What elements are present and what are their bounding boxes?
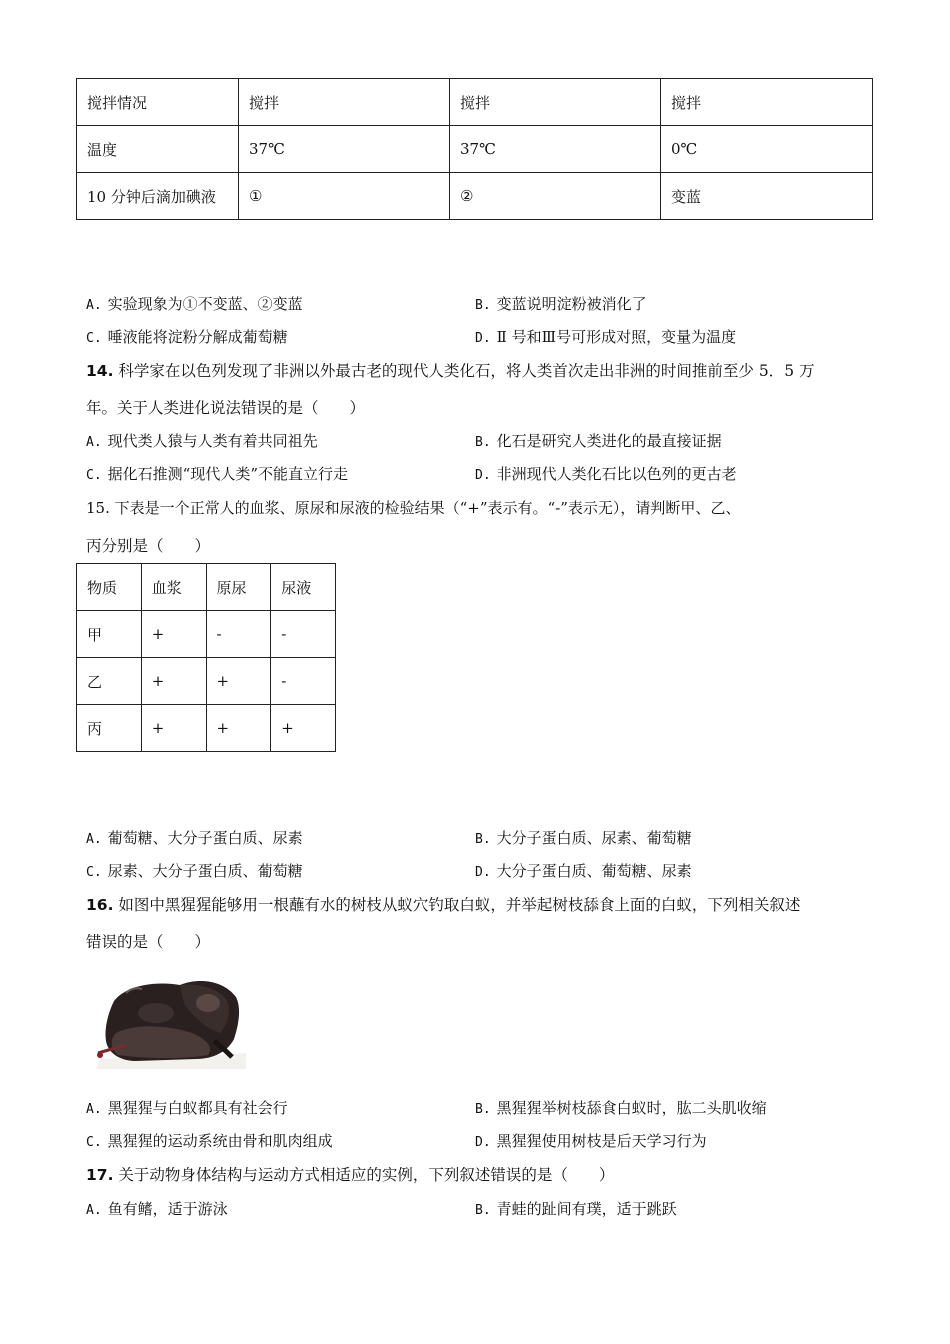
q16-stem xyxy=(86,893,800,915)
option-letter: C. xyxy=(86,331,102,346)
table-row xyxy=(77,611,336,658)
option-letter: B. xyxy=(475,298,491,313)
option-text: 现代类人猿与人类有着共同祖先 xyxy=(107,432,318,450)
option-letter: B. xyxy=(475,435,491,450)
table-row xyxy=(77,126,873,173)
option-text: 黑猩猩的运动系统由骨和肌肉组成 xyxy=(107,1132,333,1150)
q14-option-b xyxy=(475,430,722,451)
option-text: 黑猩猩举树枝舔食白蚁时，肱二头肌收缩 xyxy=(496,1099,767,1117)
option-letter: B. xyxy=(475,1102,491,1117)
table-cell: - xyxy=(271,611,336,658)
option-letter: A. xyxy=(86,1102,102,1117)
q16-option-b xyxy=(475,1097,767,1118)
q14-option-a xyxy=(86,430,318,451)
option-text: 非洲现代人类化石比以色列的更古老 xyxy=(496,465,737,483)
option-text: Ⅱ 号和Ⅲ号可形成对照，变量为温度 xyxy=(496,328,737,346)
option-letter: C. xyxy=(86,1135,102,1150)
q17-option-a xyxy=(86,1198,228,1219)
q15-stem: 15. 下表是一个正常人的血浆、原尿和尿液的检验结果（“+”表示有。“-”表示无），请判断甲、乙、 xyxy=(86,499,741,517)
option-text: 鱼有鳍，适于游泳 xyxy=(107,1200,228,1218)
table-row xyxy=(77,705,336,752)
table-cell: 搅拌情况 xyxy=(77,79,239,126)
q15-option-d xyxy=(475,860,692,881)
table-cell: 搅拌 xyxy=(450,79,661,126)
table-cell: 搅拌 xyxy=(239,79,450,126)
question-text: 科学家在以色列发现了非洲以外最古老的现代人类化石，将人类首次走出非洲的时间推前至少 5．5 万 xyxy=(113,362,815,380)
option-letter: A. xyxy=(86,298,102,313)
question-text: 关于动物身体结构与运动方式相适应的实例，下列叙述错误的是（ ） xyxy=(113,1166,615,1184)
table-cell: 温度 xyxy=(77,126,239,173)
question-number: 16. xyxy=(86,896,114,914)
table-cell: 物质 xyxy=(77,564,142,611)
table-cell: 变蓝 xyxy=(661,173,873,220)
q13-option-b xyxy=(475,293,647,314)
table-cell: 尿液 xyxy=(271,564,336,611)
table-cell: 乙 xyxy=(77,658,142,705)
option-text: 大分子蛋白质、葡萄糖、尿素 xyxy=(496,862,692,880)
experiment-table xyxy=(76,78,873,220)
q14-option-c xyxy=(86,463,348,484)
option-letter: A. xyxy=(86,832,102,847)
option-letter: A. xyxy=(86,1203,102,1218)
chimpanzee-image xyxy=(96,973,246,1069)
table-cell: - xyxy=(271,658,336,705)
option-letter: C. xyxy=(86,865,102,880)
table-cell: + xyxy=(206,658,271,705)
question-number: 17. xyxy=(86,1166,114,1184)
option-letter: C. xyxy=(86,468,102,483)
option-text: 化石是研究人类进化的最直接证据 xyxy=(496,432,722,450)
option-text: 黑猩猩与白蚁都具有社会行 xyxy=(107,1099,288,1117)
option-letter: B. xyxy=(475,1203,491,1218)
table-cell: 甲 xyxy=(77,611,142,658)
q15-option-b xyxy=(475,827,692,848)
q13-option-c xyxy=(86,326,288,347)
table-cell: + xyxy=(206,705,271,752)
option-text: 唾液能将淀粉分解成葡萄糖 xyxy=(107,328,288,346)
table-cell: 丙 xyxy=(77,705,142,752)
table-cell: 血浆 xyxy=(141,564,206,611)
table-cell: ① xyxy=(239,173,450,220)
question-text: 如图中黑猩猩能够用一根蘸有水的树枝从蚁穴钓取白蚁，并举起树枝舔食上面的白蚁，下列相关叙述 xyxy=(113,896,801,914)
q14-stem xyxy=(86,359,814,381)
question-number: 14. xyxy=(86,362,114,380)
q15-option-a xyxy=(86,827,303,848)
q16-stem-continued: 错误的是（ ） xyxy=(86,933,211,951)
q14-option-d xyxy=(475,463,737,484)
q16-option-d xyxy=(475,1130,707,1151)
table-cell: 原尿 xyxy=(206,564,271,611)
q15-option-c xyxy=(86,860,303,881)
table-cell: + xyxy=(141,658,206,705)
q16-option-a xyxy=(86,1097,288,1118)
q17-option-b xyxy=(475,1198,677,1219)
table-cell: ② xyxy=(450,173,661,220)
q16-option-c xyxy=(86,1130,333,1151)
q17-stem xyxy=(86,1163,614,1185)
table-cell: 10 分钟后滴加碘液 xyxy=(77,173,239,220)
table-row xyxy=(77,173,873,220)
option-text: 大分子蛋白质、尿素、葡萄糖 xyxy=(496,829,692,847)
table-cell: 37℃ xyxy=(239,126,450,173)
option-text: 尿素、大分子蛋白质、葡萄糖 xyxy=(107,862,303,880)
table-cell: 37℃ xyxy=(450,126,661,173)
q14-stem-continued: 年。关于人类进化说法错误的是（ ） xyxy=(86,399,366,417)
option-letter: D. xyxy=(475,1135,491,1150)
table-cell: 搅拌 xyxy=(661,79,873,126)
option-letter: B. xyxy=(475,832,491,847)
table-cell: - xyxy=(206,611,271,658)
urine-test-table xyxy=(76,563,336,752)
table-cell: 0℃ xyxy=(661,126,873,173)
option-letter: D. xyxy=(475,331,491,346)
table-row xyxy=(77,564,336,611)
option-text: 据化石推测“现代人类”不能直立行走 xyxy=(107,465,348,483)
table-row xyxy=(77,658,336,705)
option-text: 葡萄糖、大分子蛋白质、尿素 xyxy=(107,829,303,847)
q15-stem-continued: 丙分别是（ ） xyxy=(86,537,211,555)
option-letter: D. xyxy=(475,865,491,880)
table-row xyxy=(77,79,873,126)
option-text: 实验现象为①不变蓝、②变蓝 xyxy=(107,295,303,313)
option-letter: A. xyxy=(86,435,102,450)
table-cell: + xyxy=(141,611,206,658)
q13-option-d xyxy=(475,326,736,347)
table-cell: + xyxy=(271,705,336,752)
option-text: 黑猩猩使用树枝是后天学习行为 xyxy=(496,1132,707,1150)
option-text: 变蓝说明淀粉被消化了 xyxy=(496,295,647,313)
table-cell: + xyxy=(141,705,206,752)
option-text: 青蛙的趾间有璞，适于跳跃 xyxy=(496,1200,677,1218)
q13-option-a xyxy=(86,293,303,314)
option-letter: D. xyxy=(475,468,491,483)
